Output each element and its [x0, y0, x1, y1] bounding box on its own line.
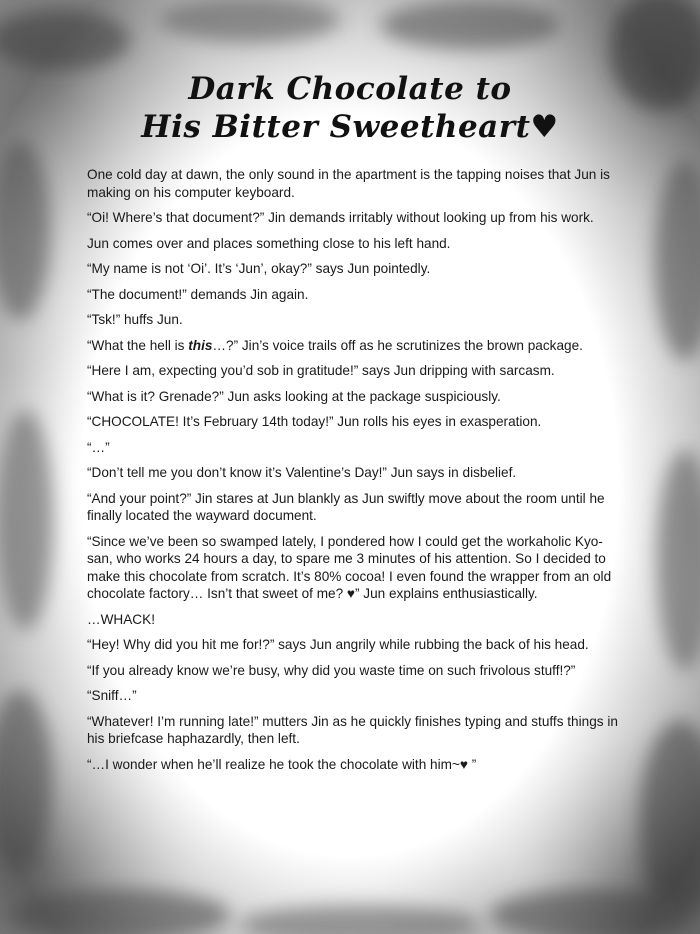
paragraph: “Don’t tell me you don’t know it’s Valentine’s Day!” Jun says in disbelief.: [87, 465, 517, 480]
emphasis-text: this: [188, 337, 213, 353]
paragraph-with-emphasis: [87, 337, 627, 355]
story-title: [0, 70, 700, 146]
paragraph: “The document!” demands Jin again.: [87, 286, 309, 302]
paragraph: “Here I am, expecting you’d sob in gratitude!” says Jun dripping with sarcasm.: [87, 363, 555, 378]
story-body: [87, 166, 627, 781]
paragraph: One cold day at dawn, the only sound in the apartment is the tapping noises that Jun is making on his computer keyboard.: [87, 167, 610, 200]
paragraph-part: …?” Jin’s voice trails off as he scrutinizes the brown package.: [212, 337, 583, 353]
paragraph: “What is it? Grenade?” Jun asks looking at the package suspiciously.: [87, 388, 501, 404]
paragraph: …WHACK!: [87, 611, 155, 627]
paragraph: “Sniff…”: [87, 688, 137, 703]
paragraph: “Tsk!” huffs Jun.: [87, 312, 183, 327]
paragraph: “Since we’ve been so swamped lately, I pondered how I could get the workaholic Kyo-san, who works 24 hours a day, to spare me 3 minutes of his attention. So I decided to make this chocolate from scratch. It’s 80% cocoa! I even found the wrapper from an old chocolate factory… Isn’t that sweet of me? ♥” Jun explains enthusiastically.: [87, 533, 612, 601]
paragraph: “…”: [87, 439, 110, 455]
paragraph: “…I wonder when he’ll realize he took the chocolate with him~♥ ”: [87, 756, 477, 772]
paragraph-part: “What the hell is: [87, 337, 189, 353]
paragraph: “My name is not ‘Oi’. It’s ‘Jun’, okay?” says Jun pointedly.: [87, 261, 431, 276]
paragraph: “And your point?” Jin stares at Jun blankly as Jun swiftly move about the room until he finally located the wayward document.: [87, 490, 605, 523]
paragraph: Jun comes over and places something close to his left hand.: [87, 235, 451, 251]
paragraph: “CHOCOLATE! It’s February 14th today!” Jun rolls his eyes in exasperation.: [87, 414, 542, 429]
title-line-2: His Bitter Sweetheart♥: [141, 109, 559, 145]
paragraph: “Hey! Why did you hit me for!?” says Jun angrily while rubbing the back of his head.: [87, 637, 589, 652]
title-line-1: Dark Chocolate to: [188, 71, 512, 107]
paragraph: “If you already know we’re busy, why did you waste time on such frivolous stuff!?”: [87, 662, 576, 678]
paragraph: “Whatever! I’m running late!” mutters Jin as he quickly finishes typing and stuffs things in his briefcase haphazardly, then left.: [87, 713, 618, 746]
paragraph: “Oi! Where’s that document?” Jin demands irritably without looking up from his work.: [87, 210, 594, 225]
